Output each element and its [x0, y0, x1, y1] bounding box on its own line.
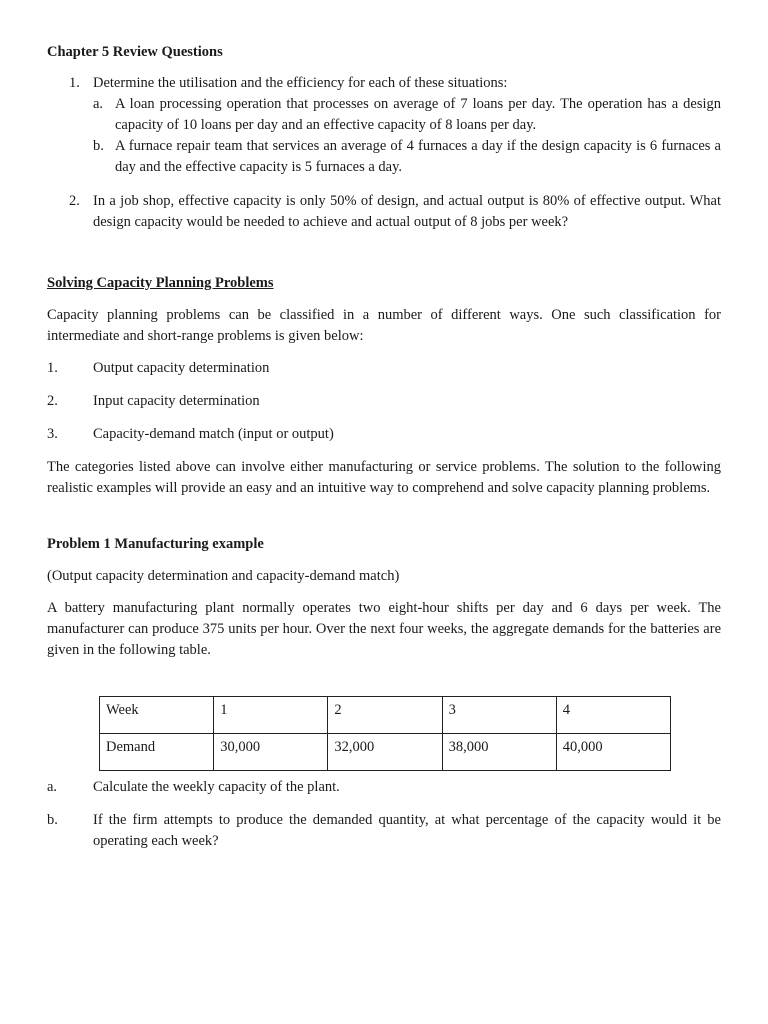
question-number: 1. [69, 75, 80, 91]
table-cell: Week [100, 697, 214, 734]
review-question-1a [93, 94, 721, 136]
item-number: 1. [47, 360, 58, 376]
table-cell: 1 [214, 697, 328, 734]
table-cell: 2 [328, 697, 442, 734]
question-text: Determine the utilisation and the efficiency for each of these situations: [93, 75, 508, 91]
problem1-question-b [47, 810, 721, 852]
classification-item-1 [47, 358, 721, 379]
question-text: In a job shop, effective capacity is only 50% of design, and actual output is 80% of effective output. What design capacity would be needed to achieve and actual output of 8 jobs per week? [93, 193, 721, 230]
question-text: Calculate the weekly capacity of the plant. [93, 779, 340, 795]
sub-question-text: A furnace repair team that services an average of 4 furnaces a day if the design capacity is 6 furnaces a day and the effective capacity is 5 furnaces a day. [115, 138, 721, 175]
question-letter: b. [47, 812, 58, 828]
item-number: 3. [47, 426, 58, 442]
solving-intro: Capacity planning problems can be classified in a number of different ways. One such classification for intermediate and short-range problems is given below: [47, 307, 721, 344]
question-text: If the firm attempts to produce the demanded quantity, at what percentage of the capacity would it be operating each week? [93, 812, 721, 849]
review-question-1 [47, 73, 721, 178]
table-cell: 32,000 [328, 734, 442, 771]
item-text: Capacity-demand match (input or output) [93, 426, 334, 442]
problem1-subtitle: (Output capacity determination and capacity-demand match) [47, 568, 400, 584]
problem1-text: A battery manufacturing plant normally operates two eight-hour shifts per day and 6 days per week. The manufacturer can produce 375 units per hour. Over the next four weeks, the aggregate demands for the batteries are given in the following table. [47, 600, 721, 658]
review-question-list [47, 73, 721, 233]
item-text: Input capacity determination [93, 393, 260, 409]
table-row [100, 734, 671, 771]
table-cell: 4 [556, 697, 670, 734]
classification-item-3 [47, 424, 721, 445]
table-cell: 38,000 [442, 734, 556, 771]
sub-question-text: A loan processing operation that processes on average of 7 loans per day. The operation has a design capacity of 10 loans per day and an effective capacity of 8 loans per day. [115, 96, 721, 133]
sub-question-letter: b. [93, 138, 104, 154]
table-cell: 30,000 [214, 734, 328, 771]
item-text: Output capacity determination [93, 360, 270, 376]
item-number: 2. [47, 393, 58, 409]
table-cell: Demand [100, 734, 214, 771]
table-cell: 3 [442, 697, 556, 734]
review-question-1b [93, 136, 721, 178]
review-question-2 [47, 191, 721, 233]
demand-table [99, 696, 671, 771]
solving-title: Solving Capacity Planning Problems [47, 275, 274, 291]
solving-outro: The categories listed above can involve either manufacturing or service problems. The solution to the following realistic examples will provide an easy and an intuitive way to comprehend and solve capacity planning problems. [47, 459, 721, 496]
classification-item-2 [47, 391, 721, 412]
document-page [47, 42, 721, 852]
table-header-row [100, 697, 671, 734]
question-letter: a. [47, 779, 58, 795]
question-number: 2. [69, 193, 80, 209]
table-cell: 40,000 [556, 734, 670, 771]
sub-question-letter: a. [93, 96, 104, 112]
problem1-question-a [47, 777, 721, 798]
problem1-title: Problem 1 Manufacturing example [47, 536, 264, 552]
review-title: Chapter 5 Review Questions [47, 44, 223, 60]
